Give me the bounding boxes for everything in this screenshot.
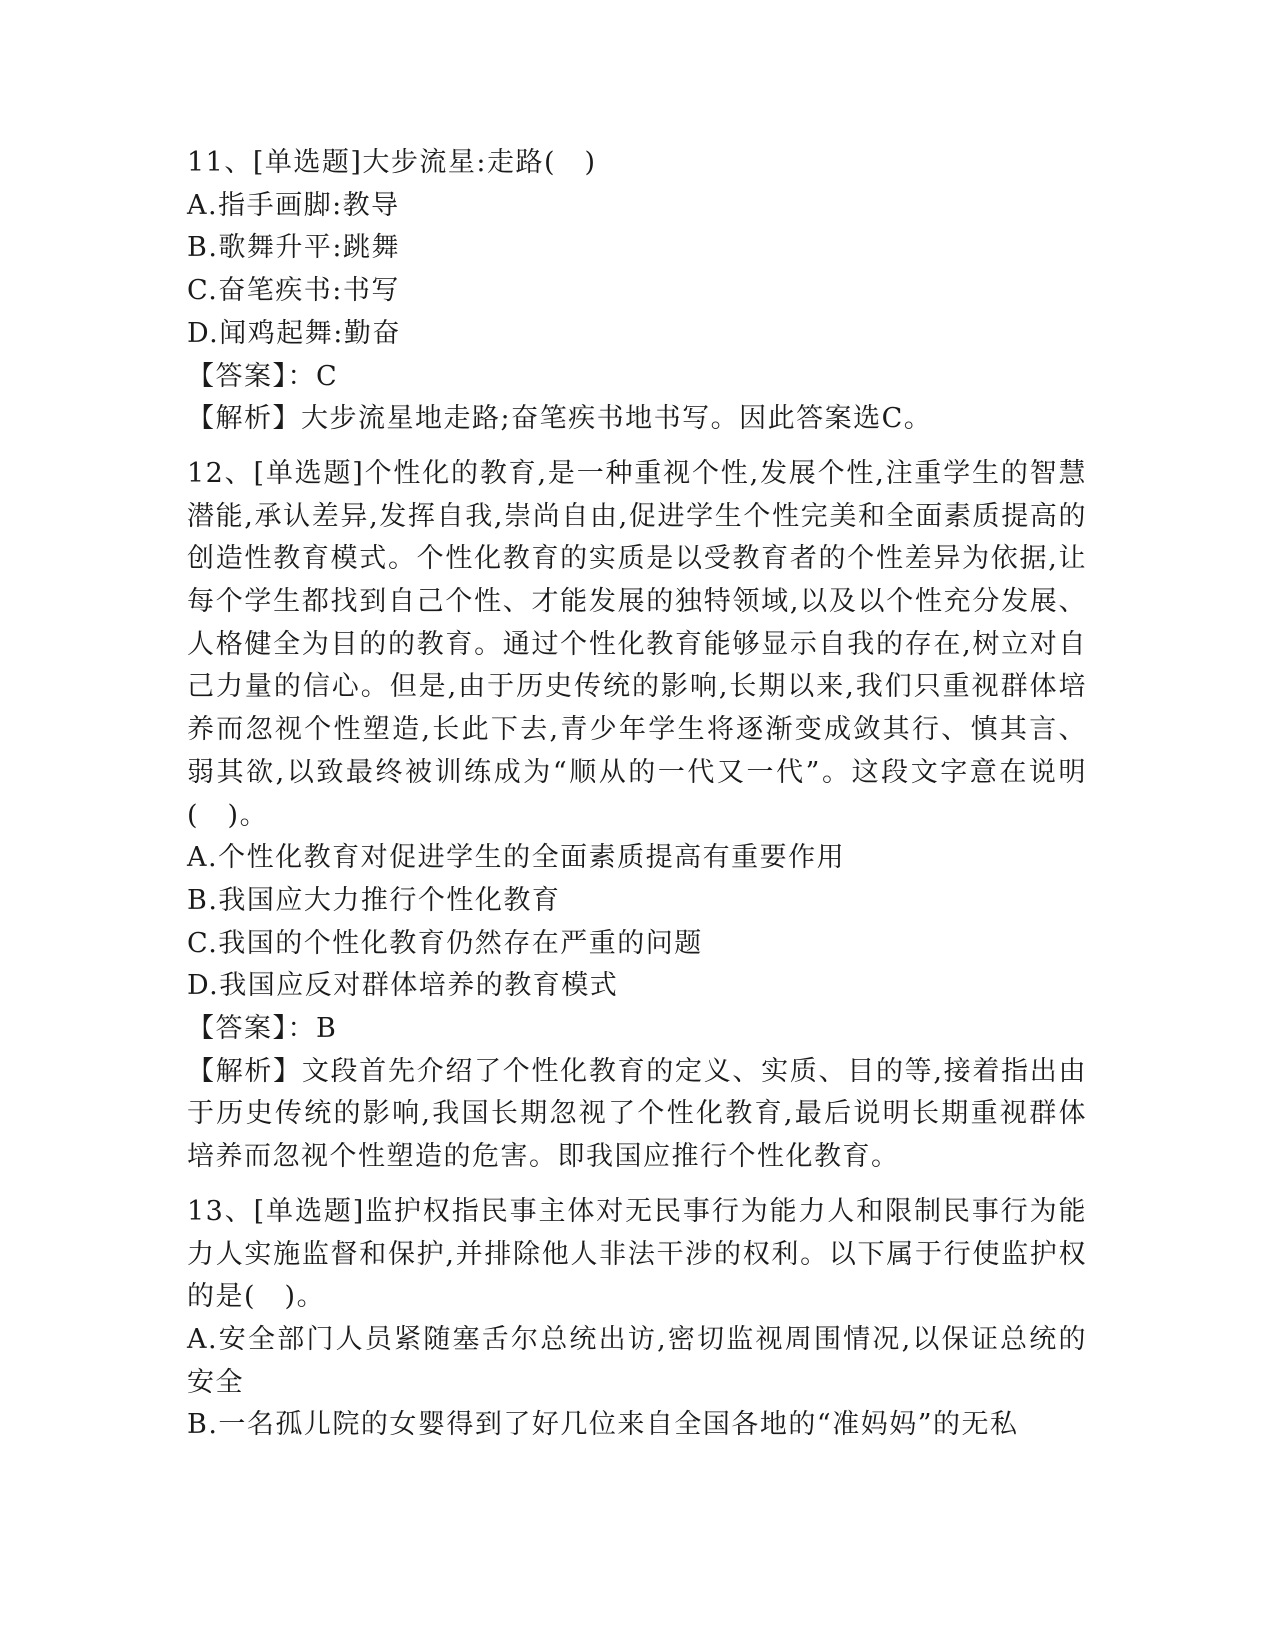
question-stem: 11、[单选题]大步流星:走路( ) [187, 147, 597, 178]
question-stem: 13、[单选题]监护权指民事主体对无民事行为能力人和限制民事行为能力人实施监督和保护,并排除他人非法干涉的权利。以下属于行使监护权的是( )。 [187, 1195, 1087, 1313]
option-c: C.奋笔疾书:书写 [187, 275, 400, 307]
question-stem: 12、[单选题]个性化的教育,是一种重视个性,发展个性,注重学生的智慧潜能,承认差异,发挥自我,崇尚自由,促进学生个性完美和全面素质提高的创造性教育模式。个性化教育的实质是以受教育者的个性差异为依据,让每个学生都找到自己个性、才能发展的独特领域,以及以个性充分发展、人格健全为目的的教育。通过个性化教育能够显示自我的存在,树立对自己力量的信心。但是,由于历史传统的影响,长期以来,我们只重视群体培养而忽视个性塑造,长此下去,青少年学生将逐渐变成敛其行、慎其言、弱其欲,以致最终被训练成为“顺从的一代又一代”。这段文字意在说明( )。 [187, 457, 1087, 831]
answer: 【答案】：B [187, 1013, 338, 1045]
option-b: B.我国应大力推行个性化教育 [187, 884, 561, 916]
option-b: B.歌舞升平:跳舞 [187, 232, 401, 264]
answer: 【答案】：C [187, 360, 339, 392]
option-d: D.我国应反对群体培养的教育模式 [187, 970, 619, 1002]
option-a: A.安全部门人员紧随塞舌尔总统出访,密切监视周围情况,以保证总统的安全 [187, 1323, 1087, 1398]
option-c: C.我国的个性化教育仍然存在严重的问题 [187, 927, 703, 959]
option-b: B.一名孤儿院的女婴得到了好几位来自全国各地的“准妈妈”的无私 [187, 1409, 1019, 1441]
option-a: A.指手画脚:教导 [187, 189, 400, 221]
document-page [187, 142, 1087, 1447]
analysis: 【解析】大步流星地走路;奋笔疾书地书写。因此答案选C。 [187, 403, 933, 435]
question-12 [187, 453, 1087, 1179]
analysis: 【解析】文段首先介绍了个性化教育的定义、实质、目的等,接着指出由于历史传统的影响,我国长期忽视了个性化教育,最后说明长期重视群体培养而忽视个性塑造的危害。即我国应推行个性化教育。 [187, 1055, 1087, 1173]
option-d: D.闻鸡起舞:勤奋 [187, 317, 401, 349]
option-a: A.个性化教育对促进学生的全面素质提高有重要作用 [187, 842, 846, 874]
question-13 [187, 1191, 1087, 1447]
question-11 [187, 142, 1087, 441]
